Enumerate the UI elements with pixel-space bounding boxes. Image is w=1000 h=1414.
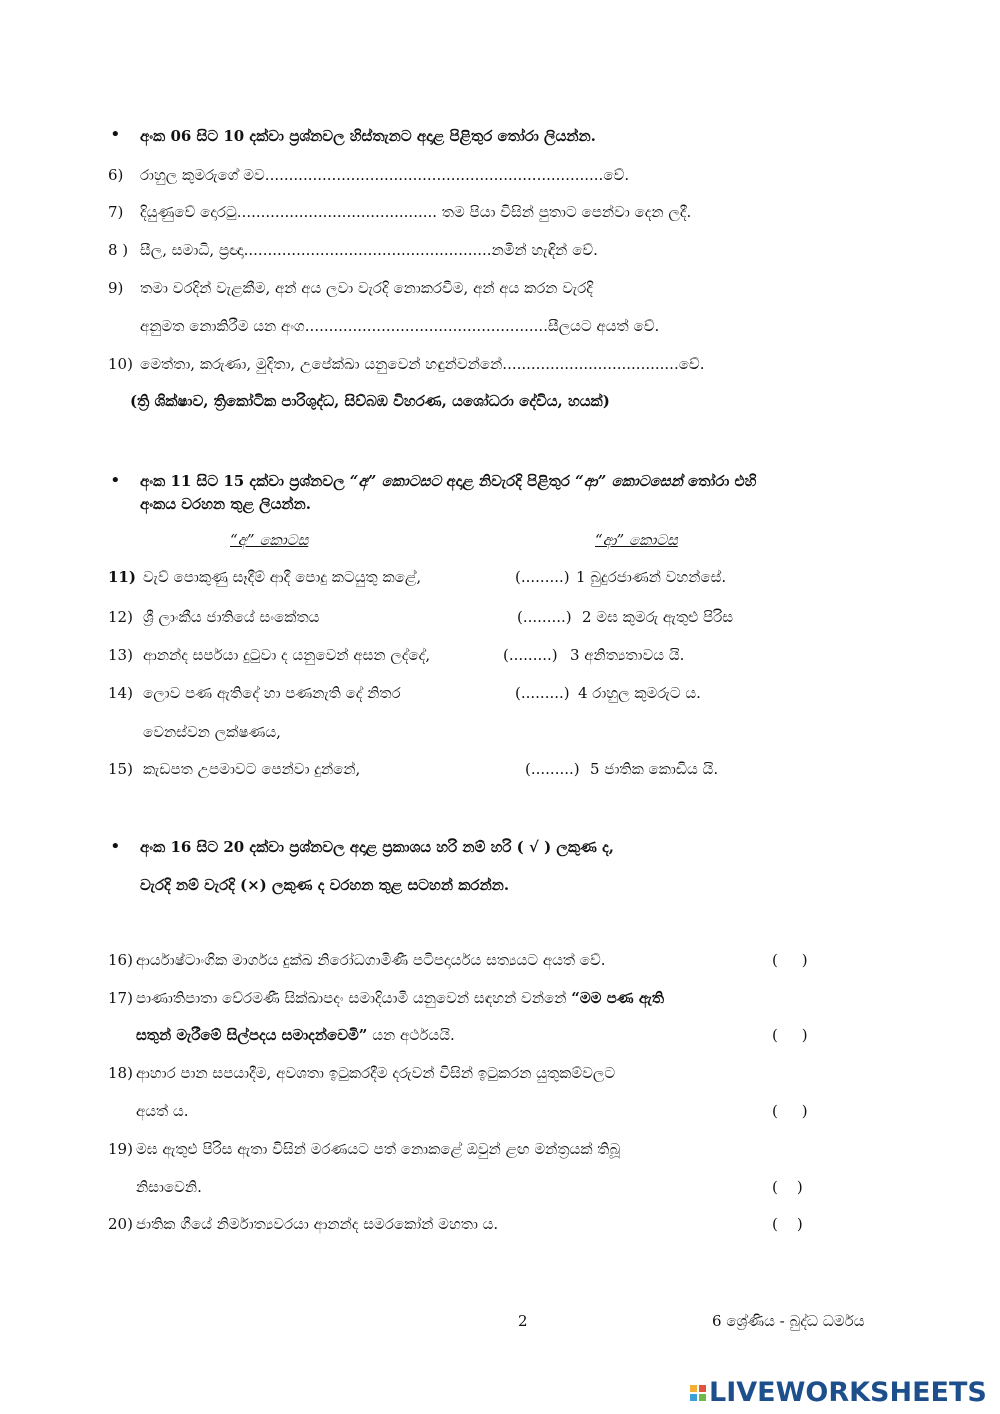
q18-answer-box[interactable]: ( ) — [772, 1102, 808, 1120]
q17-number: 17) — [108, 989, 133, 1007]
section2-instruction-a: අංක 11 සිට 15 දක්වා ප්‍රශ්නවල — [140, 472, 345, 490]
q15-number: 15) — [108, 760, 133, 778]
q17-text-cont — [136, 1025, 455, 1045]
q12-right: 2 මඝ කුමරු ඇතුළු පිරිස — [582, 608, 734, 626]
q17-answer-box[interactable]: ( ) — [772, 1026, 808, 1044]
q15-right: 5 ජාතික කොඩිය යි. — [590, 760, 719, 778]
q15-blank[interactable]: (.........) — [525, 760, 580, 778]
q19-answer-box[interactable]: ( ) — [772, 1178, 803, 1196]
q11-number: 11) — [108, 568, 136, 586]
section3-instruction-line2: වැරදි නම් වැරදි (×) ලකුණ ද වරහන තුළ සටහන් කරන්න. — [140, 876, 510, 894]
q8-text: සීල, සමාධි, ප්‍රඥා....................................................නමින් හැඳින් වේ. — [140, 241, 598, 259]
q16-answer-box[interactable]: ( ) — [772, 951, 808, 969]
q17-text — [136, 988, 664, 1008]
q11-blank[interactable]: (.........) — [515, 568, 570, 586]
section2-instruction — [140, 471, 757, 491]
q14-left: ලොව පණ ඇතිදේ හා පණනැති දේ නිතර — [143, 684, 401, 702]
logo-text: LIVEWORKSHEETS — [709, 1377, 987, 1408]
q13-blank[interactable]: (.........) — [503, 646, 558, 664]
q13-right: 3 අනිත්‍යතාවය යි. — [570, 646, 685, 664]
q14-number: 14) — [108, 684, 133, 702]
q20-number: 20) — [108, 1215, 133, 1233]
q12-blank[interactable]: (.........) — [517, 608, 572, 626]
q7-number: 7) — [108, 203, 124, 221]
q20-answer-box[interactable]: ( ) — [772, 1215, 803, 1233]
q9-text: තමා වරදින් වැළකීම, අන් අය ලවා වැරදි නොකරවීම, අන් අය කරන වැරදි — [140, 279, 593, 297]
q18-text: ආහාර පාන සපයාදීම, අවශතා ඉටුකරදීම දරුවන් විසින් ඉටුකරන යුතුකම්වලට — [136, 1064, 616, 1082]
section3-instruction-line1: අංක 16 සිට 20 දක්වා ප්‍රශ්නවල අදාළ ප්‍රකාශය හරි නම් හරි ( √ ) ලකුණ ද, — [140, 838, 614, 856]
q14-left-cont: වෙනස්වන ලක්ෂණය, — [143, 723, 281, 741]
q11-left: වැව් පොකුණු සෑදීම් ආදී පොදු කටයුතු කළේ, — [143, 568, 422, 586]
bullet-icon: • — [110, 470, 121, 491]
q9-number: 9) — [108, 279, 124, 297]
q16-text: ආර්යාෂ්ටාංගික මාර්ගය දුක්ඛ නිරෝධගාමිණී පටිපදාර්යය සත්‍යයට අයත් වේ. — [136, 951, 606, 969]
q12-left: ශ්‍රී ලාංකීය ජාතියේ සංකේතය — [143, 608, 320, 626]
q17-cont-bold: සතුන් මැරීමේ සිල්පදය සමාදන්වෙමි” — [136, 1026, 368, 1044]
q6-text: රාහුල කුමරුගේ මව.......................................................................වේ. — [140, 166, 630, 184]
bullet-icon: • — [110, 124, 121, 145]
q14-right: 4 රාහුල කුමරුට ය. — [578, 684, 701, 702]
liveworksheets-logo — [690, 1378, 987, 1408]
q18-text-cont: අයත් ය. — [136, 1102, 189, 1120]
q20-text: ජාතික ගීයේ නිර්මාත්‍යවරයා ආනන්ද සමරකෝන් මහතා ය. — [136, 1215, 499, 1233]
q11-right: 1 බුදුරජාණන් වහන්සේ. — [576, 568, 727, 586]
q18-number: 18) — [108, 1064, 133, 1082]
liveworksheets-mark-icon — [690, 1385, 706, 1401]
q12-number: 12) — [108, 608, 133, 626]
section1-options: (ත්‍රි ශික්ෂාව, ත්‍රිකෝටික පාරිශුද්ධ, සිව්බඹ විහරණ, යශෝධරා දේවිය, හයක්) — [130, 392, 610, 410]
bullet-icon: • — [110, 836, 121, 857]
q6-number: 6) — [108, 166, 124, 184]
q19-text-cont: නිසාවෙනි. — [136, 1178, 202, 1196]
q17-text-main: පාණාතිපාතා වේරමණී සික්ඛාපදං සමාදියාමි යනුවෙන් සඳහන් වන්නේ — [136, 989, 567, 1007]
column-a-header: “අ” කොටස — [230, 531, 309, 549]
q14-blank[interactable]: (.........) — [515, 684, 570, 702]
q9-text-cont: අනුමත නොකිරීම යන අංග...................................................සීලයට අයත් වේ. — [140, 317, 660, 335]
q7-text: දියුණුවේ දොරටු.......................................... තම පියා විසින් පුතාට පෙන්වා දෙන ලදී. — [140, 203, 692, 221]
section2-quote-a: “අ” කොටසට — [349, 472, 442, 490]
page-number: 2 — [518, 1312, 528, 1330]
column-b-header: “ආ” කොටස — [595, 531, 678, 549]
q19-number: 19) — [108, 1140, 133, 1158]
q8-number: 8 ) — [108, 241, 129, 259]
section2-instruction-b: අදාළ නිවැරදි පිළිතුර — [446, 472, 570, 490]
section2-quote-b: “ආ” කොටසෙන් — [575, 472, 683, 490]
q10-text: මෙත්තා, කරුණා, මුදිතා, උපේක්ඛා යනුවෙන් හඳුන්වන්නේ.....................................වේ. — [140, 355, 705, 373]
q17-cont-tail: යන අර්ථයයි. — [372, 1026, 455, 1044]
course-label: 6 ශ්‍රේණිය - බුද්ධ ධර්මය — [712, 1312, 865, 1330]
q15-left: කැඩපත උපමාවට පෙන්වා දුන්නේ, — [143, 760, 361, 778]
section1-instruction: අංක 06 සිට 10 දක්වා ප්‍රශ්නවල හිස්තැනට අදාළ පිළිතුර තෝරා ලියන්න. — [140, 127, 596, 145]
q13-number: 13) — [108, 646, 133, 664]
q10-number: 10) — [108, 355, 133, 373]
section2-instruction-line2: අංකය වරහන තුළ ලියන්න. — [140, 495, 311, 513]
q19-text: මඝ ඇතුළු පිරිස ඇතා විසින් මරණයට පත් නොකළේ ඔවුන් ළඟ මන්ත්‍රයක් තිබූ — [136, 1140, 621, 1158]
q16-number: 16) — [108, 951, 133, 969]
section2-instruction-c: තෝරා එහි — [687, 472, 757, 490]
q13-left: ආනන්ද සර්පයා දුටුවා ද යනුවෙන් අසන ලද්දේ, — [143, 646, 431, 664]
q17-text-bold: “මම පණ ඇති — [571, 989, 665, 1007]
